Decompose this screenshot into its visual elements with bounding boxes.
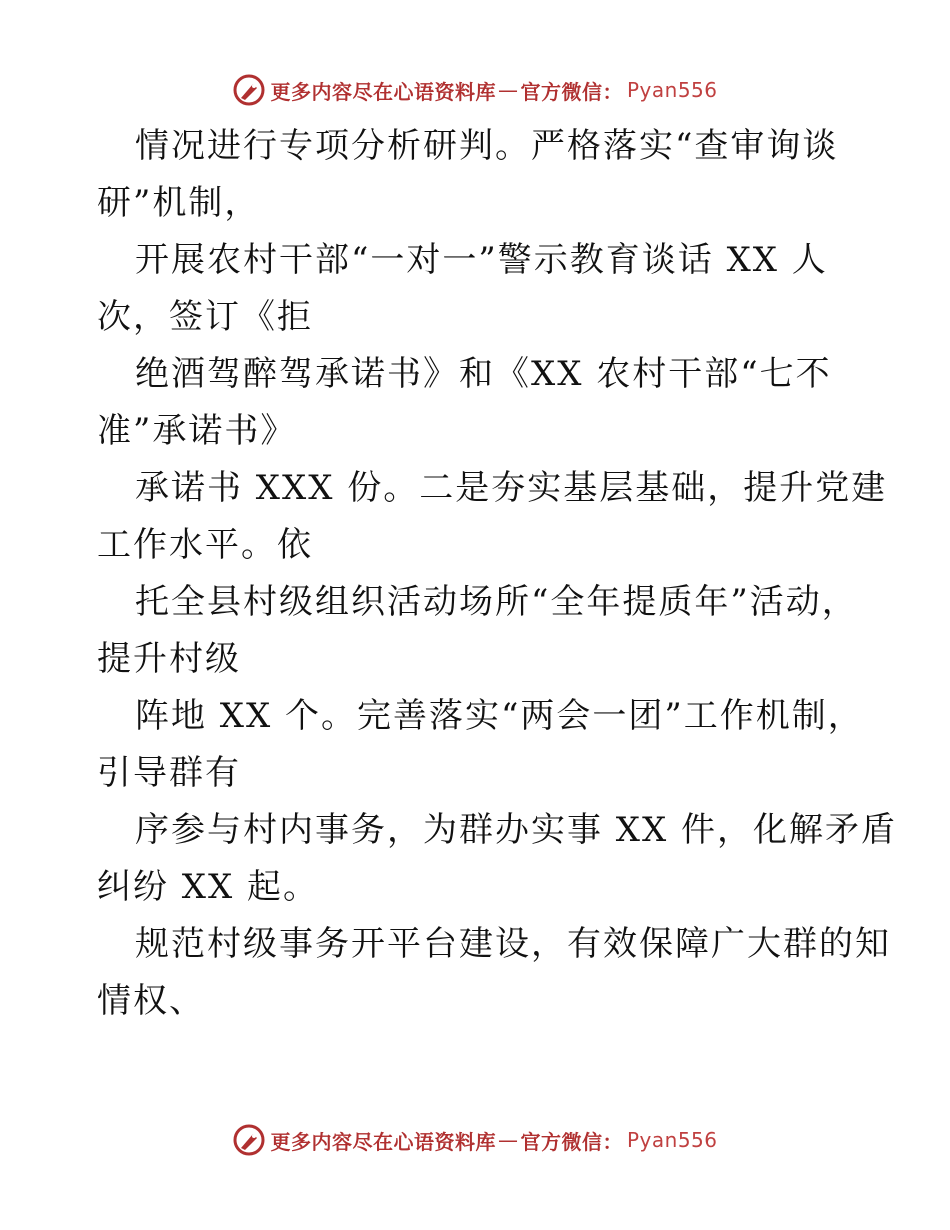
banner-wechat-handle: Pyan556 — [626, 78, 718, 102]
body-line: 绝酒驾醉驾承诺书》和《XX 农村干部“七不 — [135, 354, 832, 394]
pen-nib-logo-icon — [232, 1123, 266, 1157]
body-line: 托全县村级组织活动场所“全年提质年”活动， — [135, 582, 858, 622]
body-line: 情权、 — [97, 981, 205, 1021]
body-line: 阵地 XX 个。完善落实“两会一团”工作机制， — [135, 696, 864, 736]
body-line: 开展农村干部“一对一”警示教育谈话 XX 人 — [135, 240, 828, 280]
body-line: 纠纷 XX 起。 — [97, 867, 320, 907]
banner-brand-text: 更多内容尽在心语资料库 — [270, 1129, 496, 1154]
document-body — [97, 118, 898, 1030]
pen-nib-logo-icon — [232, 73, 266, 107]
banner-wechat-label: 官方微信： — [520, 1129, 623, 1154]
body-line: 情况进行专项分析研判。严格落实“查审询谈 — [135, 126, 839, 166]
body-line: 序参与村内事务，为群办实事 XX 件，化解矛盾 — [135, 810, 898, 850]
body-line: 工作水平。依 — [97, 525, 313, 565]
banner-brand-text: 更多内容尽在心语资料库 — [270, 79, 496, 104]
body-line: 次，签订《拒 — [97, 297, 313, 337]
body-line: 引导群有 — [97, 753, 241, 793]
banner-wechat-handle: Pyan556 — [626, 1128, 718, 1152]
body-line: 研”机制， — [97, 183, 261, 223]
body-line: 准”承诺书》 — [97, 411, 297, 451]
body-line: 提升村级 — [97, 639, 241, 679]
banner-dash: — — [497, 1128, 519, 1152]
banner-dash: — — [497, 78, 519, 102]
banner-wechat-label: 官方微信： — [520, 79, 623, 104]
header-watermark-banner — [0, 70, 950, 110]
body-line: 承诺书 XXX 份。二是夯实基层基础，提升党建 — [135, 468, 888, 508]
footer-watermark-banner — [0, 1120, 950, 1160]
body-line: 规范村级事务开平台建设，有效保障广大群的知 — [135, 924, 891, 964]
